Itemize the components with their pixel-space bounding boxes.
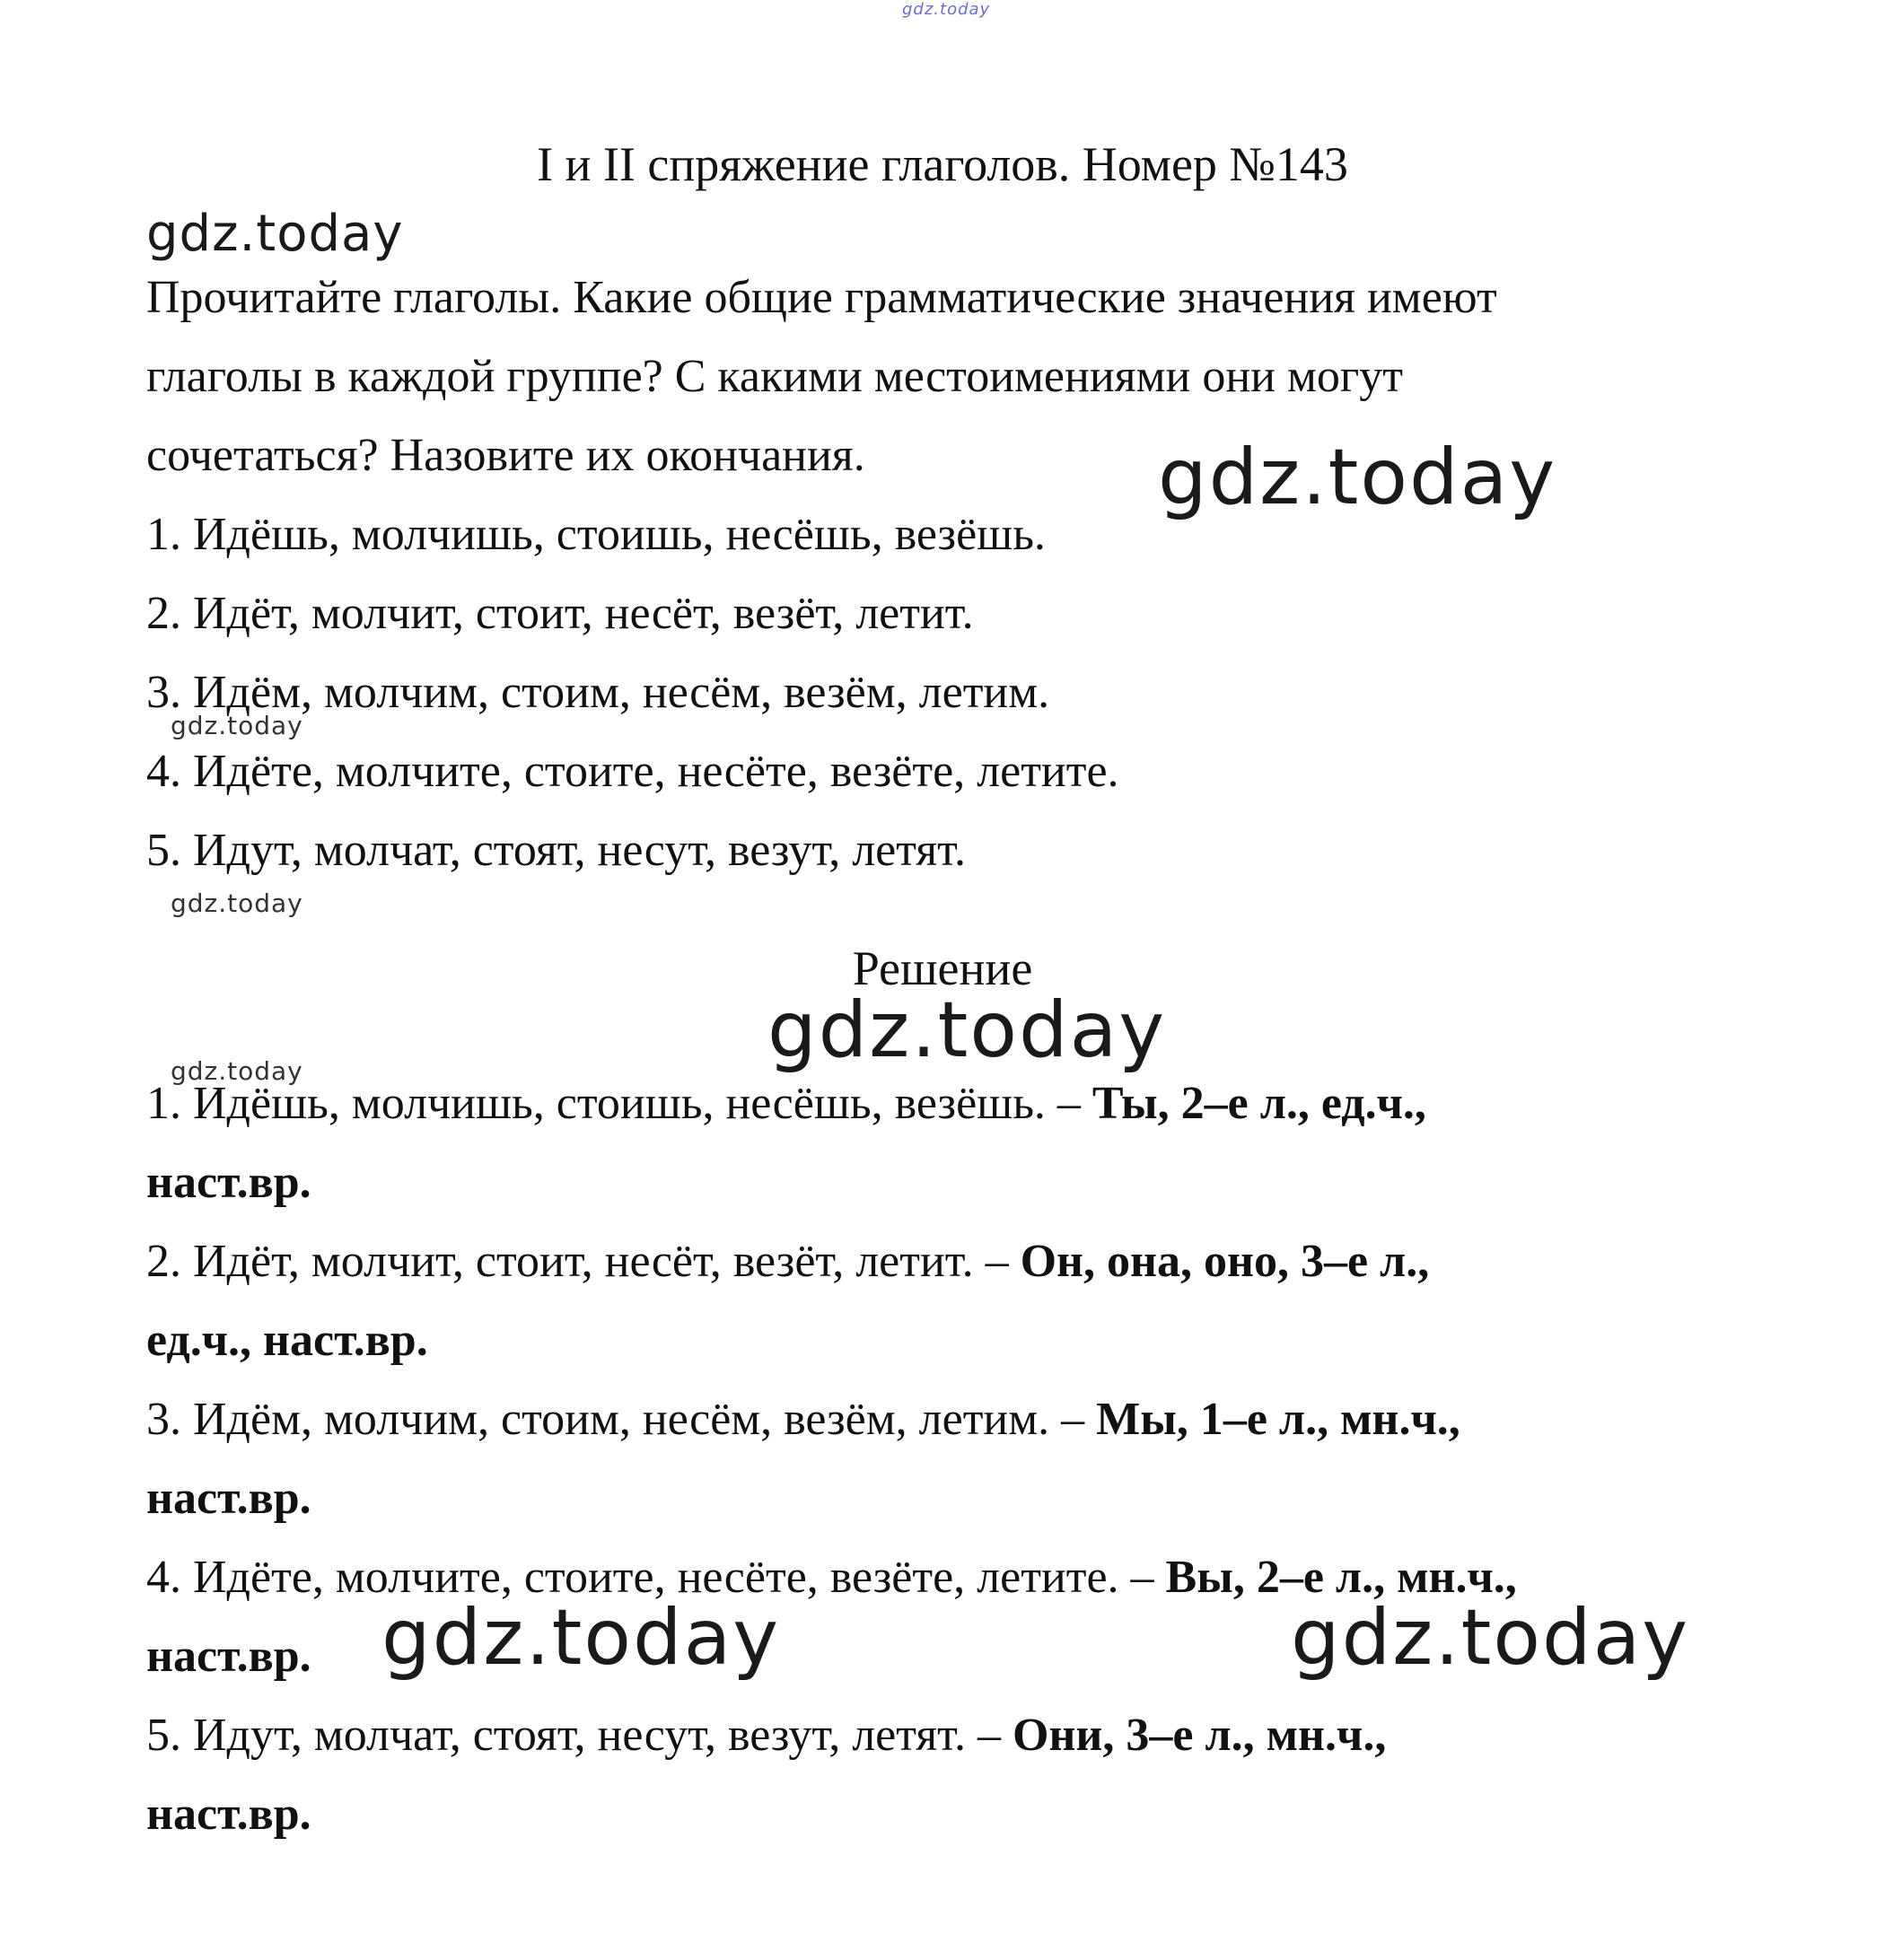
- watermark-small-2: gdz.today: [171, 888, 303, 918]
- watermark-under-title: gdz.today: [146, 205, 404, 263]
- watermark-top: gdz.today: [902, 0, 991, 19]
- answer-2-line-2: [146, 1314, 428, 1367]
- answer-3-grammar: Мы, 1–е л., мн.ч.,: [1096, 1394, 1460, 1445]
- watermark-small-3: gdz.today: [171, 1056, 303, 1086]
- answer-3-tense: наст.вр.: [146, 1473, 311, 1524]
- answer-4-verbs: 4. Идёте, молчите, стоите, несёте, везёте, летите. –: [146, 1552, 1166, 1603]
- answer-4-grammar: Вы, 2–е л., мн.ч.,: [1165, 1552, 1517, 1603]
- answer-3-verbs: 3. Идём, молчим, стоим, несём, везём, летим. –: [146, 1394, 1097, 1445]
- task-prompt-line-2: глаголы в каждой группе? С какими местоимениями они могут: [146, 351, 1403, 402]
- task-item-2: 2. Идёт, молчит, стоит, несёт, везёт, летит.: [146, 588, 974, 639]
- task-prompt-line-3: сочетаться? Назовите их окончания.: [146, 430, 865, 481]
- answer-3-line-1: [146, 1393, 1460, 1446]
- answer-5-line-2: [146, 1788, 311, 1841]
- answer-1-grammar: Ты, 2–е л., ед.ч.,: [1092, 1078, 1426, 1129]
- answer-5-verbs: 5. Идут, молчат, стоят, несут, везут, летят. –: [146, 1710, 1013, 1761]
- task-item-5: 5. Идут, молчат, стоят, несут, везут, летят.: [146, 825, 966, 876]
- watermark-center: gdz.today: [767, 985, 1167, 1075]
- answer-2-line-1: [146, 1235, 1429, 1288]
- solution-heading: Решение: [852, 941, 1033, 995]
- answer-1-verbs: 1. Идёшь, молчишь, стоишь, несёшь, везёшь. –: [146, 1078, 1092, 1129]
- answer-1-tense: наст.вр.: [146, 1157, 311, 1208]
- answer-4-line-1: [146, 1551, 1517, 1604]
- page-title: I и II спряжение глаголов. Номер №143: [537, 137, 1348, 191]
- answer-3-line-2: [146, 1472, 311, 1525]
- answer-1-line-1: [146, 1077, 1426, 1130]
- answer-1-line-2: [146, 1156, 311, 1209]
- answer-2-verbs: 2. Идёт, молчит, стоит, несёт, везёт, летит. –: [146, 1236, 1021, 1287]
- watermark-bottom-right: gdz.today: [1291, 1593, 1690, 1683]
- task-prompt-line-1: Прочитайте глаголы. Какие общие грамматические значения имеют: [146, 272, 1497, 323]
- watermark-right: gdz.today: [1158, 433, 1557, 522]
- answer-5-tense: наст.вр.: [146, 1789, 311, 1840]
- task-item-4: 4. Идёте, молчите, стоите, несёте, везёте, летите.: [146, 746, 1119, 797]
- answer-4-tense: наст.вр.: [146, 1631, 311, 1682]
- answer-2-grammar: Он, она, оно, 3–е л.,: [1020, 1236, 1430, 1287]
- task-item-3: 3. Идём, молчим, стоим, несём, везём, летим.: [146, 667, 1050, 718]
- watermark-small-1: gdz.today: [171, 711, 303, 740]
- answer-2-tense: ед.ч., наст.вр.: [146, 1315, 428, 1366]
- watermark-bottom-left: gdz.today: [381, 1593, 781, 1683]
- answer-4-line-2: [146, 1630, 311, 1683]
- task-item-1: 1. Идёшь, молчишь, стоишь, несёшь, везёшь.: [146, 509, 1046, 560]
- answer-5-line-1: [146, 1709, 1386, 1762]
- answer-5-grammar: Они, 3–е л., мн.ч.,: [1013, 1710, 1387, 1761]
